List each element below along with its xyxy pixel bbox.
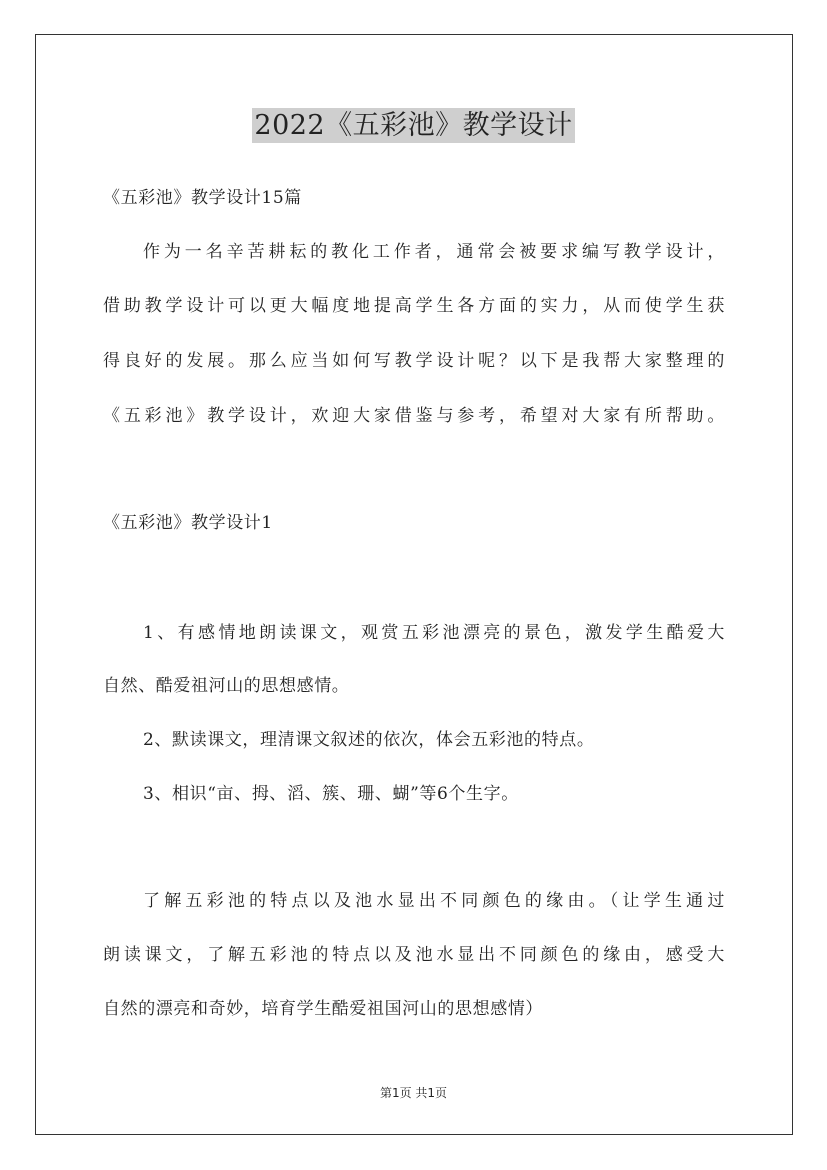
document-title-text: 2022《五彩池》教学设计: [254, 110, 573, 141]
page-footer: 第1页 共1页: [379, 1086, 448, 1100]
intro-line-3: 得良好的发展。那么应当如何写教学设计呢？以下是我帮大家整理的: [103, 351, 725, 371]
goal-line-3: 2、默读课文，理清课文叙述的依次，体会五彩池的特点。: [143, 730, 595, 750]
intro-line-1: 作为一名辛苦耕耘的教化工作者，通常会被要求编写教学设计，: [143, 242, 725, 262]
focus-line-1: 了解五彩池的特点以及池水显出不同颜色的缘由。（让学生通过: [143, 891, 725, 911]
intro-line-4: 《五彩池》教学设计，欢迎大家借鉴与参考，希望对大家有所帮助。: [103, 406, 725, 426]
focus-line-3: 自然的漂亮和奇妙，培育学生酷爱祖国河山的思想感情）: [103, 999, 543, 1019]
goal-line-1: 1、有感情地朗读课文，观赏五彩池漂亮的景色，激发学生酷爱大: [143, 623, 725, 643]
document-subtitle: 《五彩池》教学设计15篇: [103, 188, 302, 208]
intro-line-2: 借助教学设计可以更大幅度地提高学生各方面的实力，从而使学生获: [103, 296, 725, 316]
focus-line-2: 朗读课文，了解五彩池的特点以及池水显出不同颜色的缘由，感受大: [103, 945, 725, 965]
section-heading: 《五彩池》教学设计1: [103, 513, 273, 533]
document-title: [0, 103, 827, 142]
goal-line-2: 自然、酷爱祖河山的思想感情。: [103, 676, 350, 696]
goal-line-4: 3、相识“亩、拇、滔、簇、珊、蝴”等6个生字。: [143, 784, 519, 804]
